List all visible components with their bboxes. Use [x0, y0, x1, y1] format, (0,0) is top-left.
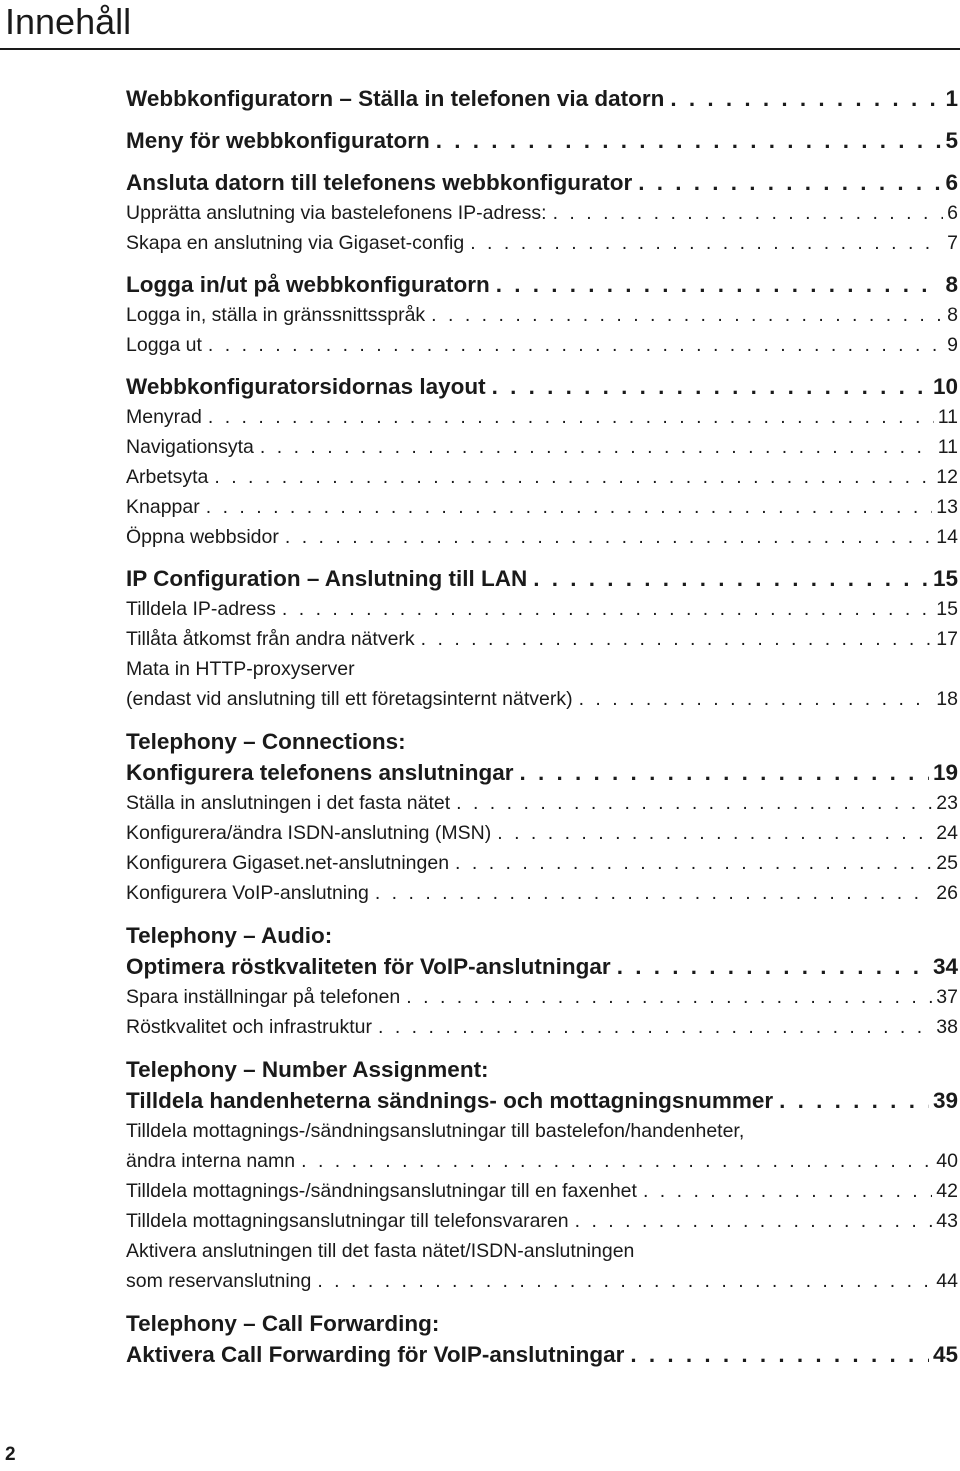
toc-page-number: 24 — [936, 822, 958, 844]
dot-leader — [497, 818, 932, 848]
toc-entry-label: Konfigurera Gigaset.net-anslutningen — [126, 852, 450, 874]
toc-entry-prefix: Mata in HTTP-proxyserver — [126, 658, 355, 680]
toc-entry-label: Tilldela IP-adress — [126, 598, 276, 620]
toc-section[interactable] — [126, 1206, 958, 1236]
dot-leader — [455, 848, 932, 878]
toc-entry-label: Ställa in anslutningen i det fasta nätet — [126, 792, 451, 814]
toc-page-number: 39 — [932, 1088, 958, 1113]
dot-leader — [406, 982, 932, 1012]
toc-section[interactable] — [126, 522, 958, 552]
dot-leader — [421, 624, 933, 654]
toc-entry-label: ändra interna namn — [126, 1150, 296, 1172]
toc-section[interactable] — [126, 878, 958, 908]
dot-leader — [630, 1340, 929, 1370]
dot-leader — [579, 684, 933, 714]
toc-entry-label: Webbkonfiguratorn – Ställa in telefonen via datorn — [126, 86, 665, 111]
dot-leader — [575, 1206, 933, 1236]
toc-page-number: 25 — [936, 852, 958, 874]
dot-leader — [317, 1266, 932, 1296]
toc-section[interactable] — [126, 1266, 958, 1296]
toc-section[interactable] — [126, 684, 958, 714]
dot-leader — [214, 462, 932, 492]
toc-entry-label: Ansluta datorn till telefonens webbkonfigurator — [126, 170, 633, 195]
dot-leader — [643, 1176, 932, 1206]
toc-section[interactable] — [126, 330, 958, 360]
toc-section[interactable] — [126, 848, 958, 878]
toc-page-number: 43 — [936, 1210, 958, 1232]
toc-section[interactable] — [126, 492, 958, 522]
toc-page-number: 19 — [932, 760, 958, 785]
toc-page-number: 23 — [936, 792, 958, 814]
toc-page-number: 37 — [936, 986, 958, 1008]
toc-section[interactable] — [126, 1012, 958, 1042]
toc-entry-label: Navigationsyta — [126, 436, 254, 458]
toc-entry-label: Konfigurera telefonens anslutningar — [126, 760, 514, 785]
toc-section[interactable] — [126, 198, 958, 228]
toc-entry-label: Logga in, ställa in gränssnittsspråk — [126, 304, 426, 326]
toc-chapter[interactable] — [126, 1086, 958, 1116]
toc-page-number: 6 — [947, 202, 958, 224]
toc-entry-label: (endast vid anslutning till ett företagsinternt nätverk) — [126, 688, 573, 710]
dot-leader — [456, 788, 932, 818]
dot-leader — [520, 758, 929, 788]
toc-chapter[interactable] — [126, 952, 958, 982]
dot-leader — [496, 270, 942, 300]
toc-entry-label: Aktivera Call Forwarding för VoIP-anslutningar — [126, 1342, 625, 1367]
toc-page-number: 13 — [936, 496, 958, 518]
toc-entry-prefix: Telephony – Call Forwarding: — [126, 1311, 440, 1336]
dot-leader — [378, 1012, 932, 1042]
dot-leader — [779, 1086, 929, 1116]
toc-page-number: 14 — [936, 526, 958, 548]
toc-entry-prefix: Aktivera anslutningen till det fasta nätet/ISDN-anslutningen — [126, 1240, 635, 1262]
dot-leader — [375, 878, 932, 908]
toc-entry-label: Meny för webbkonfiguratorn — [126, 128, 430, 153]
dot-leader — [285, 522, 932, 552]
toc-entry-prefix: Telephony – Audio: — [126, 923, 333, 948]
toc-section[interactable] — [126, 402, 958, 432]
toc-section[interactable] — [126, 462, 958, 492]
toc-page-number: 8 — [945, 272, 958, 297]
toc-page-number: 10 — [932, 374, 958, 399]
page-title: Innehåll — [5, 1, 132, 42]
toc-page-number: 11 — [937, 406, 958, 428]
dot-leader — [208, 402, 934, 432]
toc-entry-label: IP Configuration – Anslutning till LAN — [126, 566, 528, 591]
dot-leader — [208, 330, 943, 360]
dot-leader — [282, 594, 932, 624]
table-of-contents — [126, 84, 958, 1370]
toc-page-number: 40 — [936, 1150, 958, 1172]
toc-section[interactable] — [126, 788, 958, 818]
toc-section[interactable] — [126, 818, 958, 848]
toc-entry-label: Tillåta åtkomst från andra nätverk — [126, 628, 415, 650]
dot-leader — [431, 300, 943, 330]
page-header — [0, 0, 960, 50]
toc-entry-label: Optimera röstkvaliteten för VoIP-anslutningar — [126, 954, 611, 979]
dot-leader — [206, 492, 933, 522]
toc-entry-label: Menyrad — [126, 406, 202, 428]
toc-page-number: 12 — [936, 466, 958, 488]
toc-page-number: 7 — [947, 232, 958, 254]
toc-entry-label: Arbetsyta — [126, 466, 209, 488]
toc-page-number: 5 — [945, 128, 958, 153]
toc-chapter[interactable] — [126, 564, 958, 594]
toc-entry-label: Röstkvalitet och infrastruktur — [126, 1016, 373, 1038]
toc-section[interactable] — [126, 594, 958, 624]
toc-page-number: 17 — [936, 628, 958, 650]
toc-chapter[interactable] — [126, 1340, 958, 1370]
title-divider — [0, 48, 960, 50]
toc-entry-label: Upprätta anslutning via bastelefonens IP-adress: — [126, 202, 547, 224]
toc-page-number: 15 — [936, 598, 958, 620]
toc-page-number: 11 — [937, 436, 958, 458]
dot-leader — [533, 564, 929, 594]
toc-page-number: 38 — [936, 1016, 958, 1038]
toc-entry-label: Knappar — [126, 496, 200, 518]
dot-leader — [670, 84, 941, 114]
toc-section[interactable] — [126, 982, 958, 1012]
toc-page-number: 15 — [932, 566, 958, 591]
dot-leader — [260, 432, 934, 462]
toc-entry-label: Logga ut — [126, 334, 202, 356]
toc-entry-label: Webbkonfiguratorsidornas layout — [126, 374, 486, 399]
toc-chapter[interactable] — [126, 270, 958, 300]
toc-page-number: 34 — [932, 954, 958, 979]
toc-entry-prefix: Tilldela mottagnings-/sändningsanslutningar till bastelefon/handenheter, — [126, 1120, 745, 1142]
toc-section[interactable] — [126, 1176, 958, 1206]
dot-leader — [553, 198, 944, 228]
toc-page-number: 42 — [936, 1180, 958, 1202]
toc-entry-label: Tilldela mottagningsanslutningar till telefonsvararen — [126, 1210, 569, 1232]
dot-leader — [301, 1146, 932, 1176]
toc-section[interactable] — [126, 1146, 958, 1176]
toc-section[interactable] — [126, 300, 958, 330]
toc-chapter[interactable] — [126, 126, 958, 156]
toc-entry-label: Tilldela mottagnings-/sändningsanslutningar till en faxenhet — [126, 1180, 637, 1202]
page-number: 2 — [5, 1444, 16, 1465]
toc-section[interactable] — [126, 624, 958, 654]
toc-chapter[interactable] — [126, 168, 958, 198]
dot-leader — [436, 126, 942, 156]
toc-entry-label: Spara inställningar på telefonen — [126, 986, 401, 1008]
toc-entry-label: Konfigurera/ändra ISDN-anslutning (MSN) — [126, 822, 492, 844]
toc-entry-label: Logga in/ut på webbkonfiguratorn — [126, 272, 490, 297]
toc-chapter[interactable] — [126, 84, 958, 114]
toc-entry-label: Tilldela handenheterna sändnings- och mottagningsnummer — [126, 1088, 774, 1113]
dot-leader — [617, 952, 929, 982]
toc-page-number: 6 — [945, 170, 958, 195]
toc-entry-label: Öppna webbsidor — [126, 526, 279, 548]
toc-section[interactable] — [126, 228, 958, 258]
toc-page-number: 26 — [936, 882, 958, 904]
toc-page-number: 18 — [936, 688, 958, 710]
toc-entry-label: Konfigurera VoIP-anslutning — [126, 882, 369, 904]
dot-leader — [470, 228, 943, 258]
toc-chapter[interactable] — [126, 758, 958, 788]
toc-page-number: 9 — [947, 334, 958, 356]
toc-entry-label: som reservanslutning — [126, 1270, 312, 1292]
toc-page-number: 44 — [936, 1270, 958, 1292]
toc-page-number: 45 — [932, 1342, 958, 1367]
toc-chapter[interactable] — [126, 372, 958, 402]
toc-section[interactable] — [126, 432, 958, 462]
toc-page-number: 1 — [945, 86, 958, 111]
dot-leader — [638, 168, 941, 198]
toc-entry-prefix: Telephony – Connections: — [126, 729, 406, 754]
toc-entry-prefix: Telephony – Number Assignment: — [126, 1057, 489, 1082]
dot-leader — [492, 372, 929, 402]
toc-page-number: 8 — [947, 304, 958, 326]
toc-entry-label: Skapa en anslutning via Gigaset-config — [126, 232, 465, 254]
